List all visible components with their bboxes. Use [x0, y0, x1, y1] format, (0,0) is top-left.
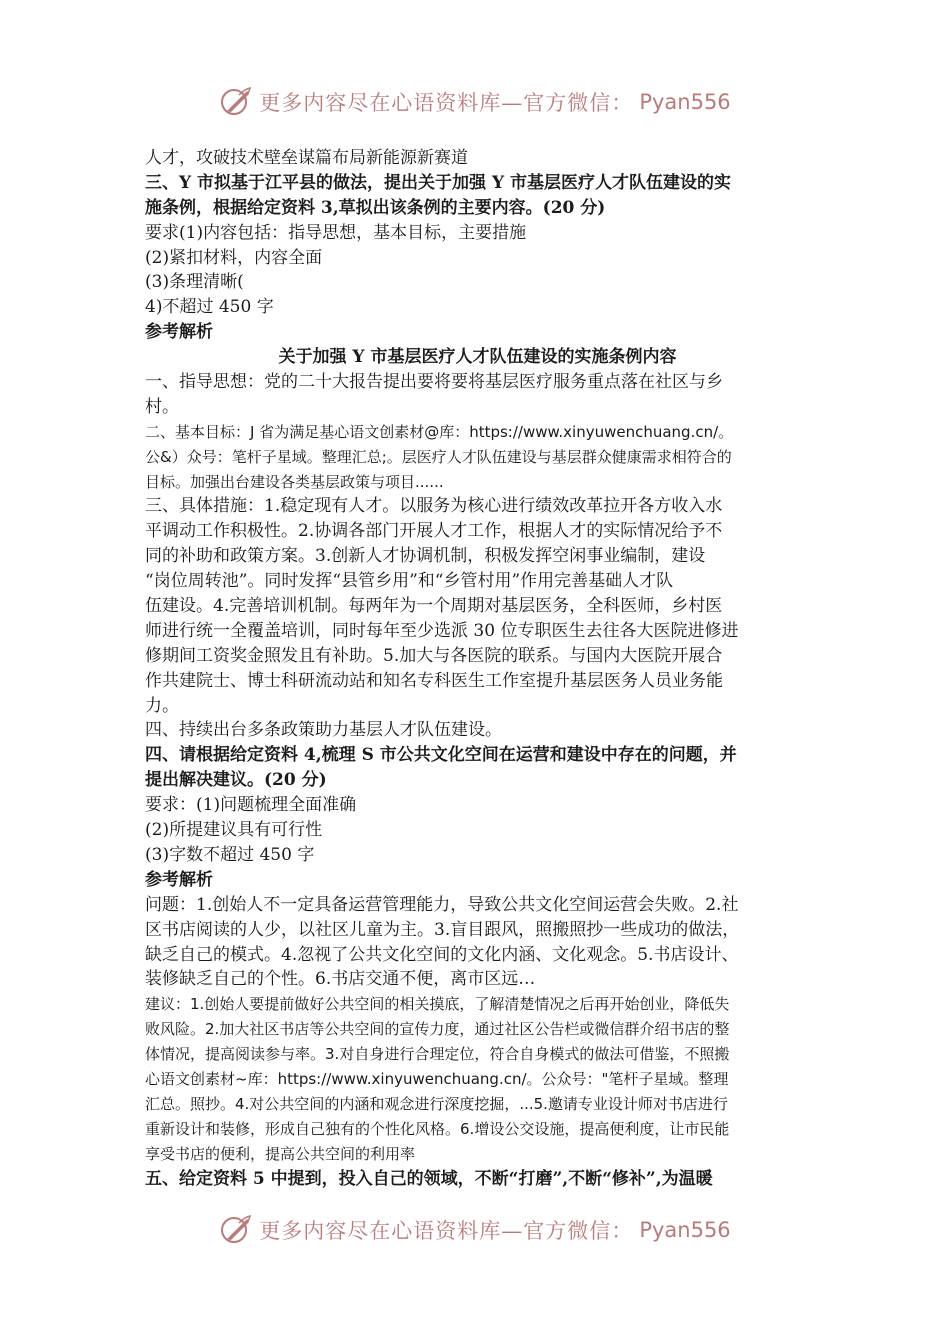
watermark-text: 更多内容尽在心语资料库—官方微信： — [259, 91, 634, 115]
text-line: 要求：(1)问题梳理全面准确 — [145, 795, 357, 816]
text-line: 三、Y 市拟基于江平县的做法，提出关于加强 Y 市基层医疗人才队伍建设的实 — [145, 172, 732, 193]
text-line: 汇总。照抄。4.对公共空间的内涵和观念进行深度挖掘，...5.邀请专业设计师对书店进行 — [145, 1094, 728, 1113]
text-line: 4)不超过 450 字 — [145, 297, 274, 318]
text-line: 一、指导思想：党的二十大报告提出要将要将基层医疗服务重点落在社区与乡 — [145, 372, 723, 393]
text-line: 二、基本目标：J 省为满足基心语文创素材@库：https://www.xinyuwenchuang.cn/。 — [145, 422, 734, 441]
text-line: 提出解决建议。(20 分) — [145, 770, 327, 791]
text-line: 四、请根据给定资料 4,梳理 S 市公共文化空间在运营和建设中存在的问题，并 — [145, 745, 737, 766]
quill-logo-icon — [219, 85, 253, 119]
text-line: 问题：1.创始人不一定具备运营管理能力，导致公共文化空间运营会失败。2.社 — [145, 894, 739, 915]
text-line: 伍建设。4.完善培训机制。每两年为一个周期对基层医务，全科医师，乡村医 — [145, 596, 723, 617]
text-line: 施条例，根据给定资料 3,草拟出该条例的主要内容。(20 分) — [145, 197, 606, 218]
document-body — [145, 146, 810, 1191]
text-line: 四、持续出台多条政策助力基层人才队伍建设。 — [145, 720, 502, 741]
text-line: 区书店阅读的人少，以社区儿童为主。3.盲目跟风，照搬照抄一些成功的做法， — [145, 919, 740, 940]
watermark-header — [0, 82, 950, 122]
watermark-wechat: Pyan556 — [639, 1218, 731, 1242]
text-line: 目标。加强出台建设各类基层政策与项目...... — [145, 472, 444, 491]
quill-logo-icon — [219, 1213, 253, 1247]
text-line: 缺乏自己的模式。4.忽视了公共文化空间的文化内涵、文化观念。5.书店设计、 — [145, 944, 739, 965]
text-line: 参考解析 — [145, 322, 213, 343]
text-line: 人才，攻破技术壁垒谋篇布局新能源新赛道 — [145, 148, 468, 168]
text-line: 修期间工资奖金照发且有补助。5.加大与各医院的联系。与国内大医院开展合 — [145, 645, 723, 666]
text-line: 参考解析 — [145, 869, 213, 890]
text-line: 师进行统一全覆盖培训，同时每年至少选派 30 位专职医生去往各大医院进修进 — [145, 620, 739, 641]
text-line: “岗位周转池”。同时发挥“县管乡用”和“乡管村用”作用完善基础人才队 — [145, 571, 674, 592]
text-line: (2)所提建议具有可行性 — [145, 820, 323, 841]
text-line: 败风险。2.加大社区书店等公共空间的宣传力度，通过社区公告栏或微信群介绍书店的整 — [145, 1020, 730, 1039]
text-line: 关于加强 Y 市基层医疗人才队伍建设的实施条例内容 — [278, 347, 677, 368]
watermark-wechat: Pyan556 — [639, 90, 731, 114]
text-line: (3)字数不超过 450 字 — [145, 844, 315, 865]
text-line: 体情况，提高阅读参与率。3.对自身进行合理定位，符合自身模式的做法可借鉴，不照搬 — [145, 1045, 730, 1064]
text-line: 五、给定资料 5 中提到，投入自己的领域，不断“打磨”,不断“修补”,为温暖 — [145, 1168, 713, 1189]
watermark-text: 更多内容尽在心语资料库—官方微信： — [259, 1219, 634, 1243]
text-line: 三、具体措施：1.稳定现有人才。以服务为核心进行绩效改革拉开各方收入水 — [145, 496, 723, 517]
text-line: 建议：1.创始人要提前做好公共空间的相关摸底，了解清楚情况之后再开始创业，降低失 — [145, 995, 730, 1014]
text-line: 同的补助和政策方案。3.创新人才协调机制，积极发挥空闲事业编制，建设 — [145, 546, 706, 567]
text-line: 心语文创素材~库：https://www.xinyuwenchuang.cn/。公众号："笔杆子星域。整理 — [145, 1069, 729, 1088]
text-line: (3)条理清晰( — [145, 272, 244, 293]
text-line: (2)紧扣材料，内容全面 — [145, 247, 323, 268]
watermark-footer — [0, 1210, 950, 1250]
text-line: 重新设计和装修，形成自己独有的个性化风格。6.增设公交设施，提高便利度，让市民能 — [145, 1119, 730, 1138]
text-line: 享受书店的便利，提高公共空间的利用率 — [145, 1144, 416, 1163]
text-line: 村。 — [145, 396, 179, 417]
text-line: 平调动工作积极性。2.协调各部门开展人才工作，根据人才的实际情况给予不 — [145, 521, 723, 542]
text-line: 公&）众号：笔杆子星域。整理汇总;。层医疗人才队伍建设与基层群众健康需求相符合的 — [145, 447, 732, 466]
text-line: 力。 — [145, 695, 179, 716]
text-line: 作共建院士、博士科研流动站和知名专科医生工作室提升基层医务人员业务能 — [145, 670, 723, 691]
text-line: 要求(1)内容包括：指导思想，基本目标，主要措施 — [145, 222, 527, 243]
text-line: 装修缺乏自己的个性。6.书店交通不便，离市区远… — [145, 969, 536, 990]
